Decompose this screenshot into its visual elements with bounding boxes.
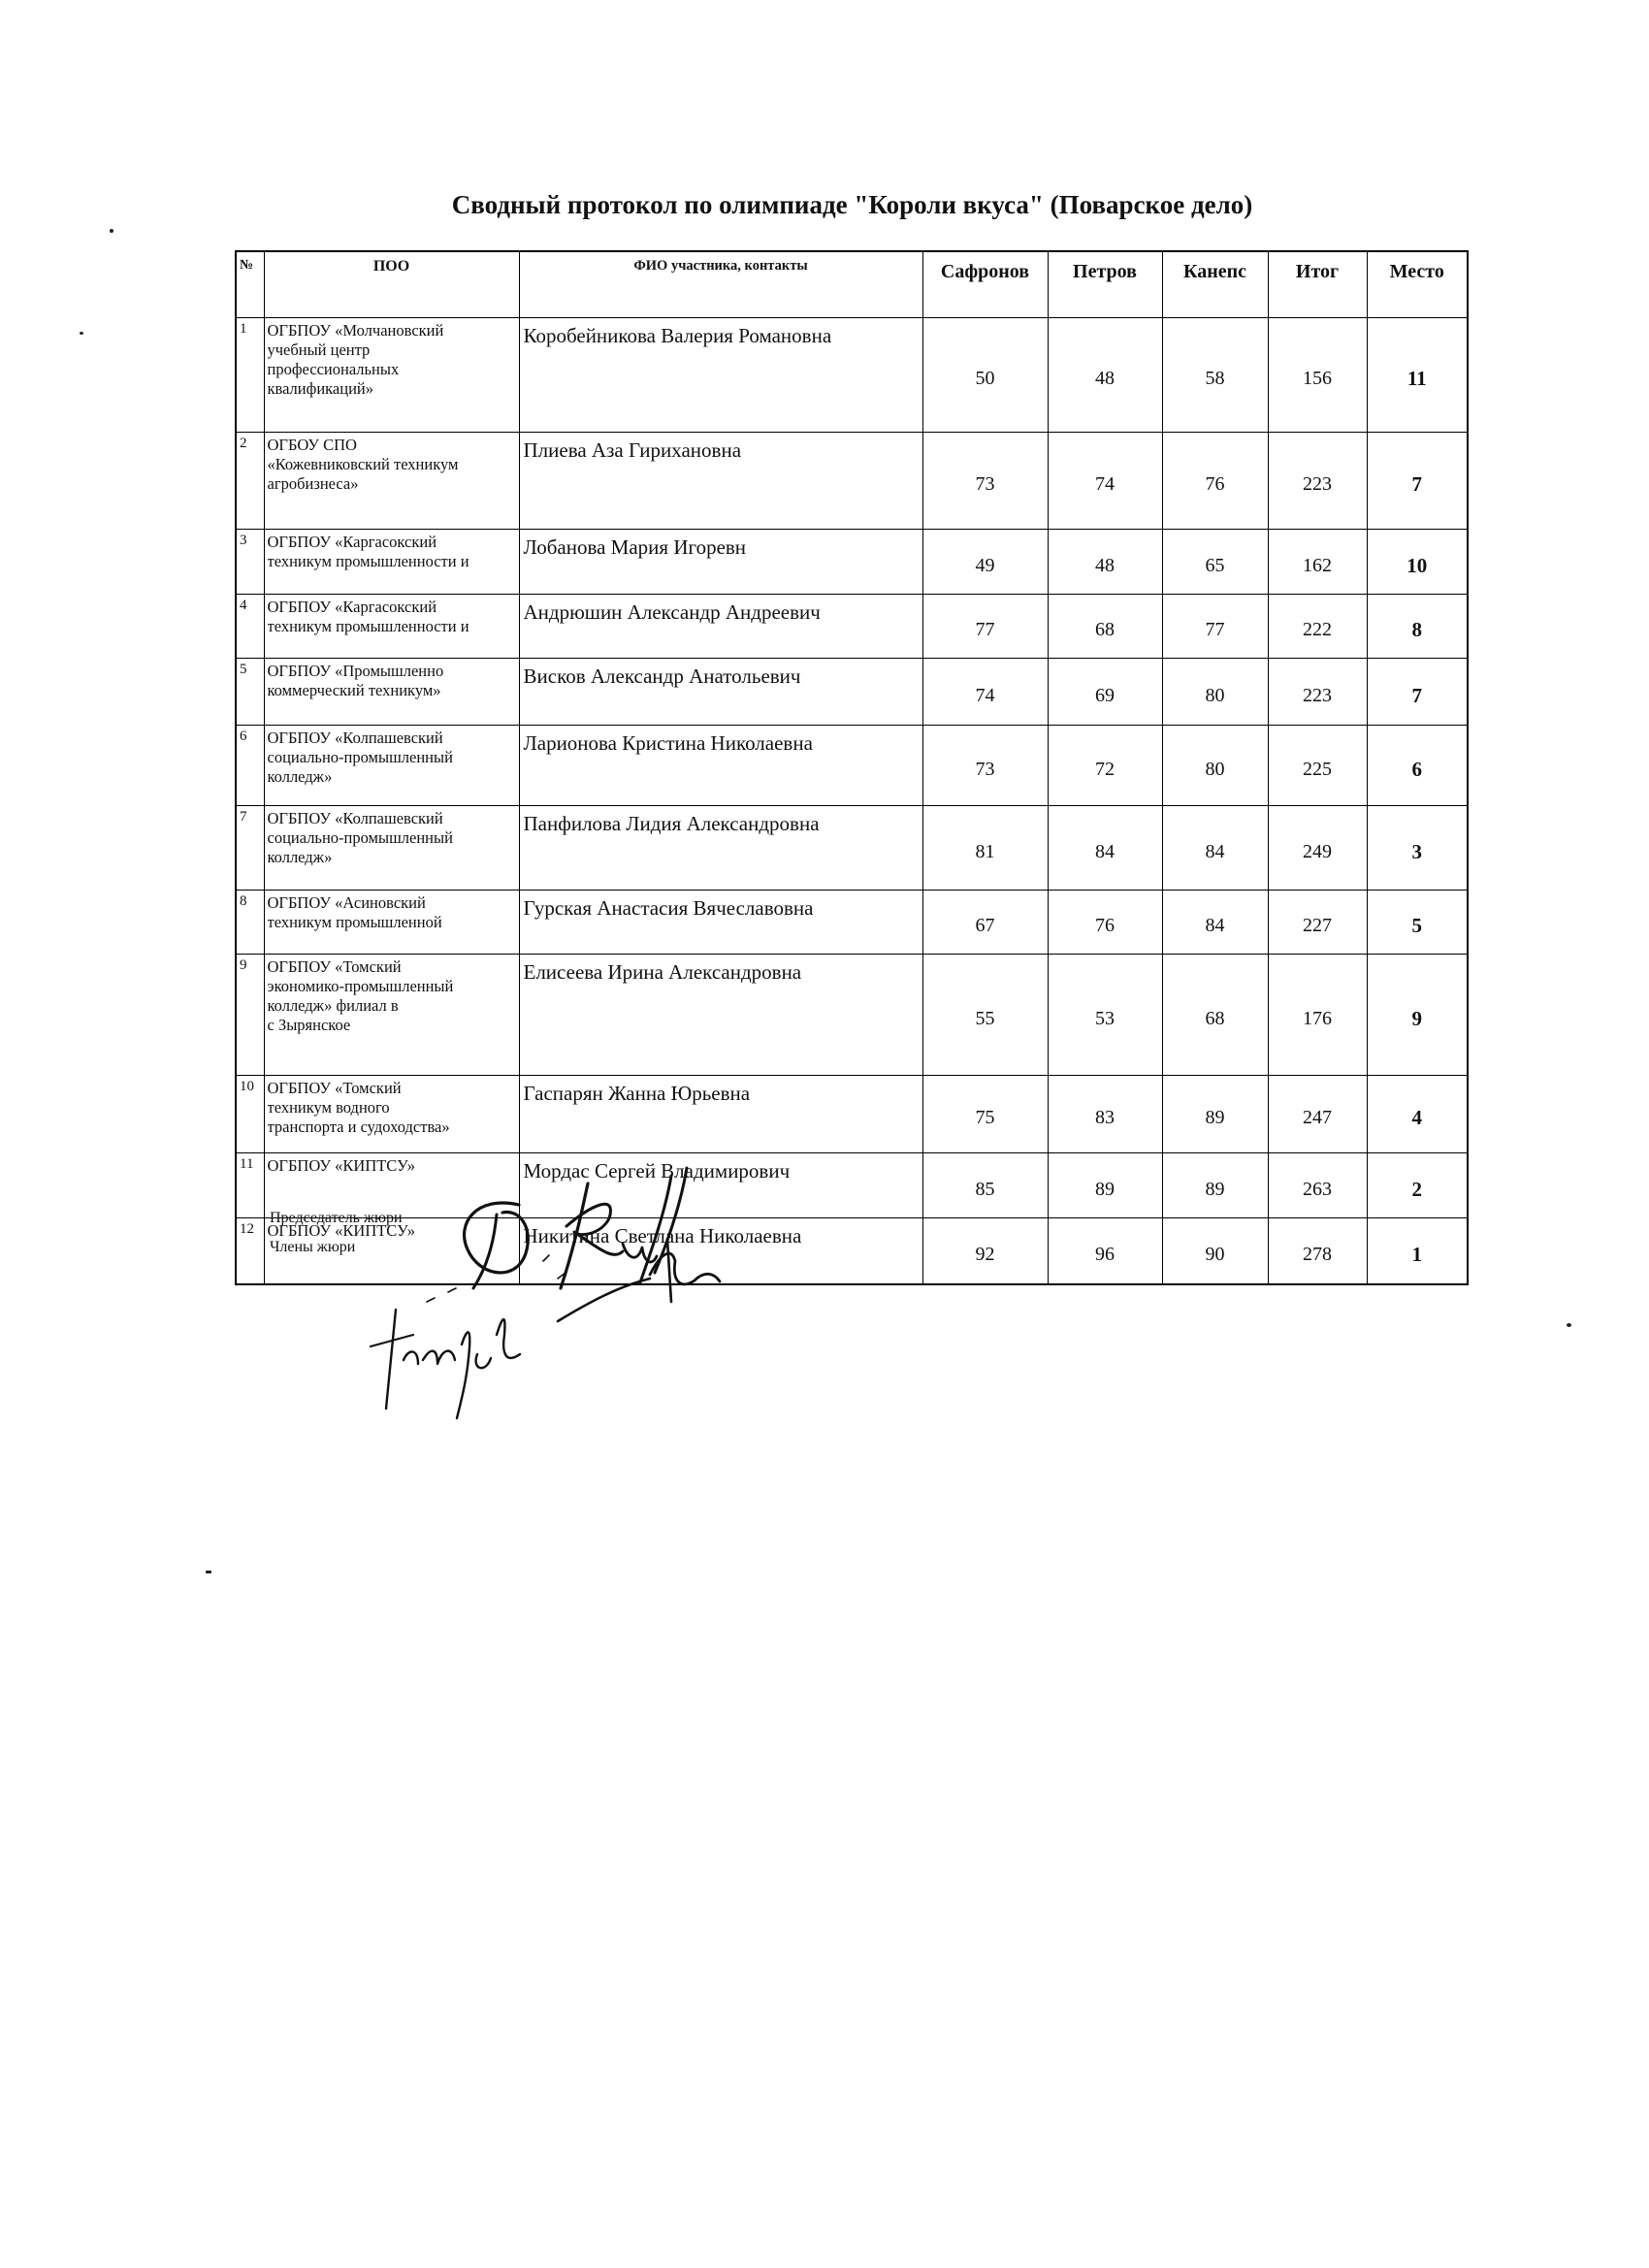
score-safronov: 55: [922, 955, 1048, 1076]
table-row: [236, 433, 1468, 530]
participant-name: Ларионова Кристина Николаевна: [519, 726, 922, 806]
table-body: [236, 318, 1468, 1285]
participant-name: Плиева Аза Гирихановна: [519, 433, 922, 530]
score-safronov: 49: [922, 530, 1048, 595]
table-header-row: [236, 251, 1468, 318]
organization-name: ОГБПОУ «Томский техникум водного транспорта и судоходства»: [267, 1079, 450, 1136]
organization-name: ОГБПОУ «Колпашевский социально-промышленный колледж»: [267, 809, 453, 866]
scan-speck: [80, 332, 83, 335]
organization-name: ОГБПОУ «Каргасокский техникум промышленности и: [267, 533, 469, 570]
score-petrov: 76: [1048, 891, 1162, 955]
score-petrov: 53: [1048, 955, 1162, 1076]
row-number: 3: [236, 530, 264, 595]
participant-name: Гурская Анастасия Вячеславовна: [519, 891, 922, 955]
participant-name: Андрюшин Александр Андреевич: [519, 595, 922, 659]
table-row: [236, 891, 1468, 955]
table-row: [236, 595, 1468, 659]
scan-speck: [110, 229, 113, 233]
row-number: 6: [236, 726, 264, 806]
score-kaneps: 68: [1162, 955, 1268, 1076]
total-score: 223: [1268, 659, 1367, 726]
jury-members-label: Члены жюри: [270, 1239, 356, 1255]
score-kaneps: 84: [1162, 891, 1268, 955]
row-number: 12: [236, 1218, 264, 1285]
member-signature-2: [371, 1288, 520, 1418]
score-kaneps: 89: [1162, 1076, 1268, 1153]
score-safronov: 73: [922, 433, 1048, 530]
score-kaneps: 58: [1162, 318, 1268, 433]
score-petrov: 68: [1048, 595, 1162, 659]
place-cell: 6: [1367, 726, 1468, 806]
score-petrov: 89: [1048, 1153, 1162, 1218]
score-safronov: 73: [922, 726, 1048, 806]
table-row: [236, 530, 1468, 595]
participant-name: Лобанова Мария Игоревн: [519, 530, 922, 595]
total-score: 176: [1268, 955, 1367, 1076]
participant-name: Елисеева Ирина Александровна: [519, 955, 922, 1076]
member-signature-1: [543, 1240, 720, 1321]
row-number: 5: [236, 659, 264, 726]
score-kaneps: 90: [1162, 1218, 1268, 1285]
place-cell: 7: [1367, 659, 1468, 726]
total-score: 227: [1268, 891, 1367, 955]
table-row: [236, 806, 1468, 891]
participant-name: Мордас Сергей Владимирович: [519, 1153, 922, 1218]
organization-cell: [264, 726, 519, 806]
scan-speck: [206, 1571, 211, 1573]
row-number: 8: [236, 891, 264, 955]
organization-cell: [264, 318, 519, 433]
place-cell: 1: [1367, 1218, 1468, 1285]
organization-cell: [264, 955, 519, 1076]
jury-chair-label: Председатель жюри: [270, 1210, 403, 1226]
score-kaneps: 80: [1162, 726, 1268, 806]
score-safronov: 50: [922, 318, 1048, 433]
total-score: 162: [1268, 530, 1367, 595]
score-petrov: 83: [1048, 1076, 1162, 1153]
score-kaneps: 84: [1162, 806, 1268, 891]
score-safronov: 81: [922, 806, 1048, 891]
organization-name: ОГБПОУ «Каргасокский техникум промышленности и: [267, 598, 469, 635]
place-cell: 7: [1367, 433, 1468, 530]
organization-name: ОГБОУ СПО «Кожевниковский техникум агробизнеса»: [267, 436, 459, 493]
organization-cell: [264, 659, 519, 726]
place-cell: 2: [1367, 1153, 1468, 1218]
header-organization: ПОО: [264, 251, 519, 318]
table-row: [236, 726, 1468, 806]
place-cell: 11: [1367, 318, 1468, 433]
total-score: 278: [1268, 1218, 1367, 1285]
organization-name: ОГБПОУ «КИПТСУ»: [267, 1156, 415, 1175]
organization-name: ОГБПОУ «Промышленно коммерческий техникум»: [267, 662, 444, 699]
score-kaneps: 76: [1162, 433, 1268, 530]
total-score: 263: [1268, 1153, 1367, 1218]
results-table: [235, 250, 1469, 1285]
organization-cell: [264, 433, 519, 530]
score-petrov: 48: [1048, 318, 1162, 433]
score-kaneps: 65: [1162, 530, 1268, 595]
score-kaneps: 77: [1162, 595, 1268, 659]
document-title: Сводный протокол по олимпиаде "Короли вкуса" (Поварское дело): [451, 190, 1253, 219]
jury-signatures: [359, 1164, 766, 1431]
organization-cell: [264, 891, 519, 955]
score-safronov: 77: [922, 595, 1048, 659]
row-number: 11: [236, 1153, 264, 1218]
header-judge-kaneps: Канепс: [1162, 251, 1268, 318]
organization-name: ОГБПОУ «Томский экономико-промышленный колледж» филиал в с Зырянское: [267, 957, 454, 1034]
score-safronov: 85: [922, 1153, 1048, 1218]
row-number: 4: [236, 595, 264, 659]
row-number: 2: [236, 433, 264, 530]
organization-cell: [264, 1076, 519, 1153]
score-safronov: 67: [922, 891, 1048, 955]
total-score: 249: [1268, 806, 1367, 891]
row-number: 10: [236, 1076, 264, 1153]
header-number: №: [236, 251, 264, 318]
organization-cell: [264, 595, 519, 659]
score-petrov: 84: [1048, 806, 1162, 891]
place-cell: 5: [1367, 891, 1468, 955]
score-safronov: 92: [922, 1218, 1048, 1285]
organization-name: ОГБПОУ «Асиновский техникум промышленной: [267, 893, 442, 931]
header-judge-safronov: Сафронов: [922, 251, 1048, 318]
row-number: 9: [236, 955, 264, 1076]
total-score: 225: [1268, 726, 1367, 806]
header-total: Итог: [1268, 251, 1367, 318]
participant-name: Панфилова Лидия Александровна: [519, 806, 922, 891]
organization-name: ОГБПОУ «Молчановский учебный центр профессиональных квалификаций»: [267, 321, 444, 398]
organization-name: ОГБПОУ «Колпашевский социально-промышленный колледж»: [267, 729, 453, 786]
score-petrov: 74: [1048, 433, 1162, 530]
organization-cell: [264, 806, 519, 891]
participant-name: Висков Александр Анатольевич: [519, 659, 922, 726]
header-place: Место: [1367, 251, 1468, 318]
place-cell: 3: [1367, 806, 1468, 891]
score-petrov: 96: [1048, 1218, 1162, 1285]
place-cell: 10: [1367, 530, 1468, 595]
score-kaneps: 89: [1162, 1153, 1268, 1218]
scan-speck: [1567, 1323, 1571, 1327]
header-judge-petrov: Петров: [1048, 251, 1162, 318]
score-petrov: 72: [1048, 726, 1162, 806]
row-number: 1: [236, 318, 264, 433]
score-safronov: 75: [922, 1076, 1048, 1153]
row-number: 7: [236, 806, 264, 891]
participant-name: Гаспарян Жанна Юрьевна: [519, 1076, 922, 1153]
participant-name: Коробейникова Валерия Романовна: [519, 318, 922, 433]
organization-name: ОГБПОУ «КИПТСУ»: [267, 1221, 415, 1240]
total-score: 223: [1268, 433, 1367, 530]
score-kaneps: 80: [1162, 659, 1268, 726]
participant-name: Никитина Светлана Николаевна: [519, 1218, 922, 1285]
score-safronov: 74: [922, 659, 1048, 726]
organization-cell: [264, 530, 519, 595]
table-row: [236, 1076, 1468, 1153]
score-petrov: 48: [1048, 530, 1162, 595]
place-cell: 8: [1367, 595, 1468, 659]
place-cell: 4: [1367, 1076, 1468, 1153]
total-score: 156: [1268, 318, 1367, 433]
total-score: 247: [1268, 1076, 1367, 1153]
score-petrov: 69: [1048, 659, 1162, 726]
table-row: [236, 659, 1468, 726]
table-row: [236, 955, 1468, 1076]
table-row: [236, 318, 1468, 433]
header-participant: ФИО участника, контакты: [519, 251, 922, 318]
total-score: 222: [1268, 595, 1367, 659]
place-cell: 9: [1367, 955, 1468, 1076]
